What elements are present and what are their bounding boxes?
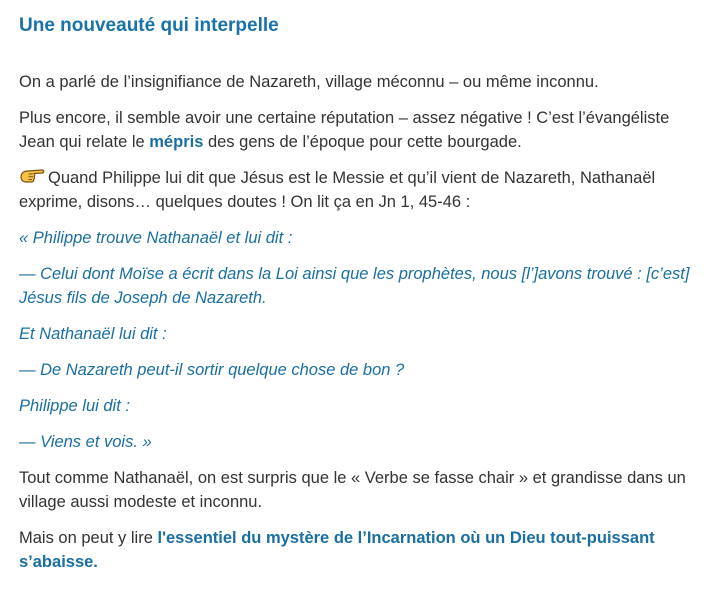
paragraph-conclusion-text: Mais on peut y lire <box>19 529 158 547</box>
quote-line-2: — Celui dont Moïse a écrit dans la Loi ainsi que les prophètes, nous [l’]avons trouvé : [c’est] Jésus fils de Joseph de Nazareth. <box>19 265 690 307</box>
quote-line-6: — Viens et vois. » <box>19 433 152 451</box>
pointing-hand-icon <box>19 166 46 186</box>
quote-line-1: « Philippe trouve Nathanaël et lui dit : <box>19 229 293 247</box>
quote-line-4: — De Nazareth peut-il sortir quelque chose de bon ? <box>19 361 405 379</box>
paragraph-conclusion <box>19 526 695 574</box>
mepris-emphasis: mépris <box>149 133 204 151</box>
paragraph-reputation <box>19 106 695 154</box>
paragraph-intro: On a parlé de l’insignifiance de Nazareth, village méconnu – ou même inconnu. <box>19 73 599 91</box>
incarnation-emphasis: l'essentiel du mystère de l’Incarnation où un Dieu tout-puissant s’abaisse. <box>19 529 655 571</box>
quote-line-3: Et Nathanaël lui dit : <box>19 325 167 343</box>
paragraph-philippe <box>19 166 695 214</box>
paragraph-reputation-end: des gens de l’époque pour cette bourgade. <box>203 133 522 151</box>
quote-line-5: Philippe lui dit : <box>19 397 130 415</box>
paragraph-philippe-text: Quand Philippe lui dit que Jésus est le Messie et qu’il vient de Nazareth, Nathanaël exprime, disons… quelques doutes ! On lit ça en Jn 1, 45-46 : <box>19 169 656 211</box>
section-title: Une nouveauté qui interpelle <box>19 15 279 36</box>
paragraph-surprise: Tout comme Nathanaël, on est surpris que le « Verbe se fasse chair » et grandisse dans un village aussi modeste et inconnu. <box>19 469 686 511</box>
paragraph-reputation-text: Plus encore, il semble avoir une certaine réputation – assez négative ! C’est l’évangéliste Jean qui relate le <box>19 109 670 151</box>
